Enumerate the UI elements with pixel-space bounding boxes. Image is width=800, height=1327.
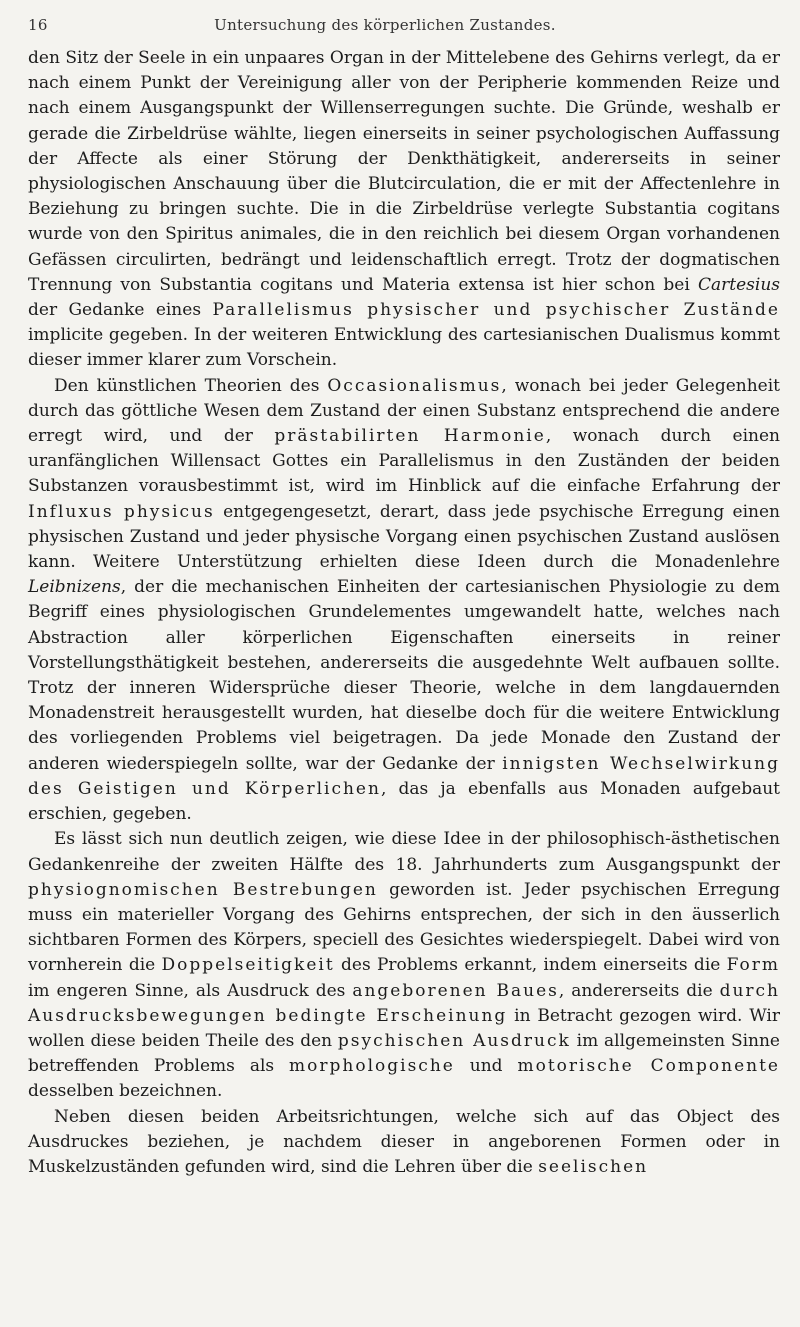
page-number: 16 (28, 16, 48, 34)
text-run: im allgemeinsten Sinne betreffenden Problems als (28, 1030, 780, 1077)
text-run: Neben diesen beiden Arbeitsrichtungen, welche sich auf das Object des Ausdruckes beziehen, je nachdem dieser in angeborenen Formen oder in Muskelzuständen gefunden wird, sind die Lehren über die (28, 1106, 780, 1177)
page-body (28, 46, 780, 1180)
text-run: , andererseits die (558, 980, 720, 1001)
text-run: , der die mechanischen Einheiten der cartesianischen Physiologie zu dem Begriff eines physiologischen Grundelementes umgewandelt hatte, welches nach Abstraction aller körperlichen Eigenschaften einerseits in reiner Vorstellungsthätigkeit bestehen, andererseits die ausgedehnte Welt aufbauen sollte. Trotz der inneren Widersprüche dieser Theorie, welche in dem langdauernden Monadenstreit herausgestellt wurden, hat dieselbe doch für die weitere Entwicklung des vorliegenden Problems viel beigetragen. Da jede Monade den Zustand der anderen wiederspiegeln sollte, war der Gedanke der (28, 577, 780, 774)
emphasis-spaced: seelischen (538, 1156, 649, 1177)
text-run: , wonach bei jeder Gelegenheit durch das göttliche Wesen dem Zustand der einen Substanz entsprechend die andere erregt wird, und der (28, 375, 781, 447)
page-header (28, 16, 780, 34)
emphasis-spaced: prästabilirten Harmonie (274, 426, 546, 447)
emphasis-italic: Cartesius (698, 274, 780, 295)
emphasis-spaced: angeborenen Baues (352, 980, 559, 1001)
paragraph-1 (28, 46, 780, 374)
text-run: des Problems erkannt, indem einerseits die (334, 955, 727, 976)
paragraph-2 (28, 374, 780, 828)
emphasis-spaced: morphologische (289, 1056, 455, 1077)
text-run: der Gedanke eines (28, 300, 213, 321)
text-run: implicite gegeben. In der weiteren Entwicklung des cartesianischen Dualismus kommt dieser immer klarer zum Vorschein. (28, 325, 780, 371)
emphasis-spaced: Occasionalismus (327, 375, 502, 396)
text-run: , wonach durch einen uranfänglichen Willensact Gottes ein Parallelismus in den Zuständen der beiden Substanzen vorausbestimmt ist, wird im Hinblick auf die einfache Erfahrung der (28, 426, 780, 497)
emphasis-spaced: Form (726, 955, 780, 976)
running-title: Untersuchung des körperlichen Zustandes. (214, 16, 556, 34)
text-run: Es lässt sich nun deutlich zeigen, wie diese Idee in der philosophisch-ästhetischen Gedankenreihe der zweiten Hälfte des 18. Jahrhunderts zum Ausgangspunkt der (28, 829, 780, 875)
emphasis-spaced: psychischen Ausdruck (337, 1030, 571, 1051)
text-run: den Sitz der Seele in ein unpaares Organ in der Mittelebene des Gehirns verlegt, da er nach einem Punkt der Vereinigung aller von der Peripherie kommenden Reize und nach einem Ausgangspunkt der Willenserregungen suchte. Die Gründe, weshalb er gerade die Zirbeldrüse wählte, liegen einerseits in seiner psychologischen Auffassung der Affecte als einer Störung der Denkthätigkeit, andererseits in seiner physiologischen Anschauung über die Blutcirculation, die er mit der Affectenlehre in Beziehung zu bringen suchte. Die in die Zirbeldrüse verlegte Substantia cogitans wurde von den Spiritus animales, die in den reichlich bei diesem Organ vorhandenen Gefässen circulirten, bedrängt und leidenschaftlich erregt. Trotz der dogmatischen Trennung von Substantia cogitans und Materia extensa ist hier schon bei (28, 48, 780, 295)
text-run: , das ja ebenfalls aus Monaden aufgebaut erschien, gegeben. (28, 778, 780, 825)
emphasis-spaced: motorische Componente (517, 1056, 780, 1077)
text-run: Den künstlichen Theorien des (54, 375, 328, 396)
emphasis-spaced: Doppelseitigkeit (161, 955, 335, 976)
paragraph-4 (28, 1105, 780, 1181)
paragraph-3 (28, 827, 780, 1104)
text-run: im engeren Sinne, als Ausdruck des (28, 980, 353, 1001)
text-run: und (454, 1056, 518, 1077)
emphasis-spaced: durch Ausdrucksbewegungen bedingte Erscheinung (28, 980, 780, 1026)
emphasis-spaced: Parallelismus physischer und psychischer Zustände (212, 300, 780, 321)
emphasis-spaced: innigsten Wechselwirkung des Geistigen und Körperlichen (28, 753, 780, 799)
text-run: entgegengesetzt, derart, dass jede psychische Erregung einen physischen Zustand und jeder physische Vorgang einen psychischen Zustand auslösen kann. Weitere Unterstützung erhielten diese Ideen durch die Monadenlehre (28, 501, 781, 573)
text-run: in Betracht gezogen wird. Wir wollen diese beiden Theile des den (28, 1005, 780, 1051)
emphasis-italic: Leibnizens (28, 577, 121, 598)
emphasis-spaced: Influxus physicus (28, 501, 215, 522)
text-run: desselben bezeichnen. (28, 1081, 223, 1102)
text-run: geworden ist. Jeder psychischen Erregung muss ein materieller Vorgang des Gehirns entsprechen, der sich in den äusserlich sichtbaren Formen des Körpers, speciell des Gesichtes wiederspiegelt. Dabei wird von vornherein die (28, 879, 780, 976)
emphasis-spaced: physiognomischen Bestrebungen (28, 879, 378, 900)
